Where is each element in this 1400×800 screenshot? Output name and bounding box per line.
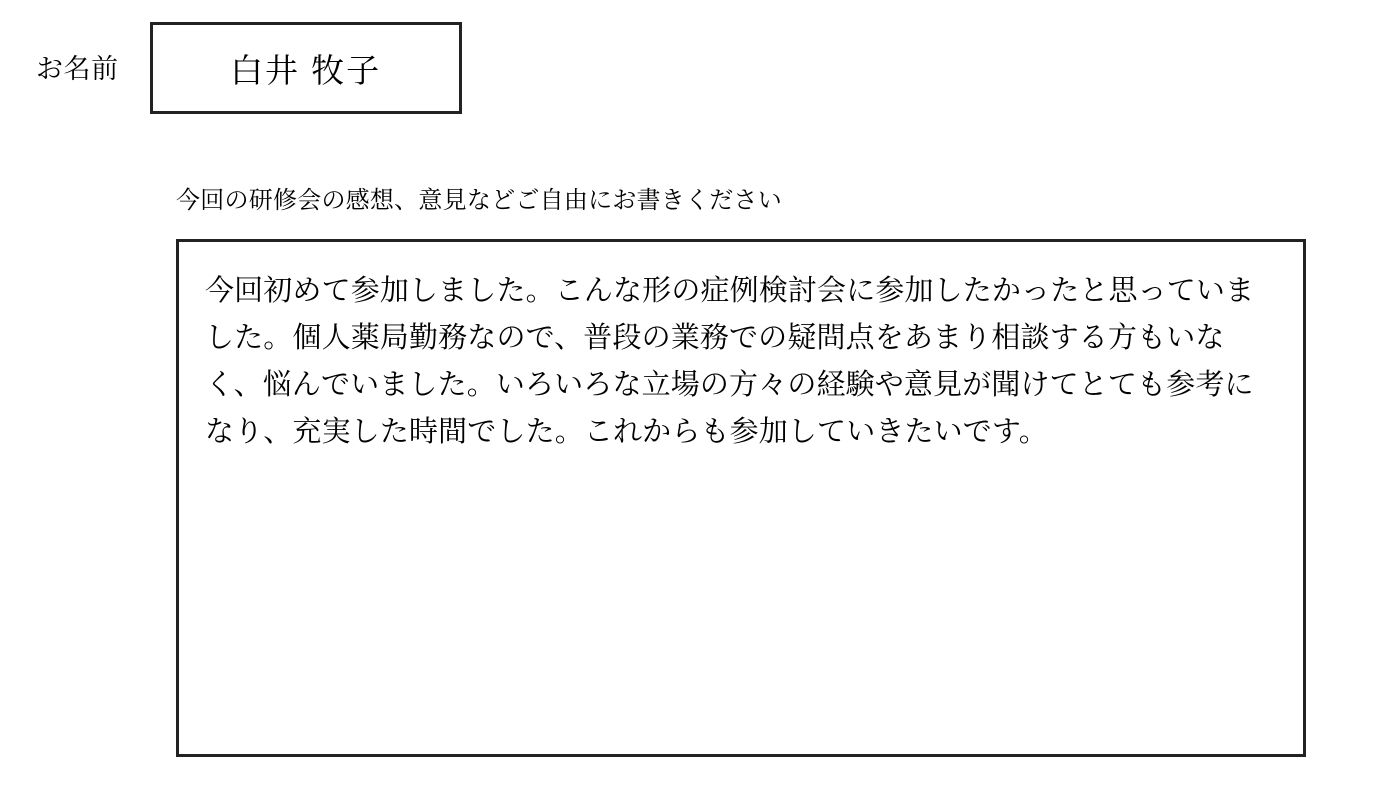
name-value: 白井 牧子 — [230, 51, 382, 89]
name-label: お名前 — [36, 54, 119, 84]
name-row — [36, 22, 462, 114]
comment-field[interactable] — [176, 239, 1306, 757]
name-field[interactable] — [150, 22, 462, 114]
comment-value: 今回初めて参加しました。こんな形の症例検討会に参加したかったと思っていました。個人薬局勤務なので、普段の業務での疑問点をあまり相談する方もいなく、悩んでいました。いろいろな立場の方々の経験や意見が聞けてとても参考になり、充実した時間でした。これからも参加していきたいです。 — [205, 275, 1255, 448]
comment-prompt-label: 今回の研修会の感想、意見などご自由にお書きください — [176, 187, 782, 214]
